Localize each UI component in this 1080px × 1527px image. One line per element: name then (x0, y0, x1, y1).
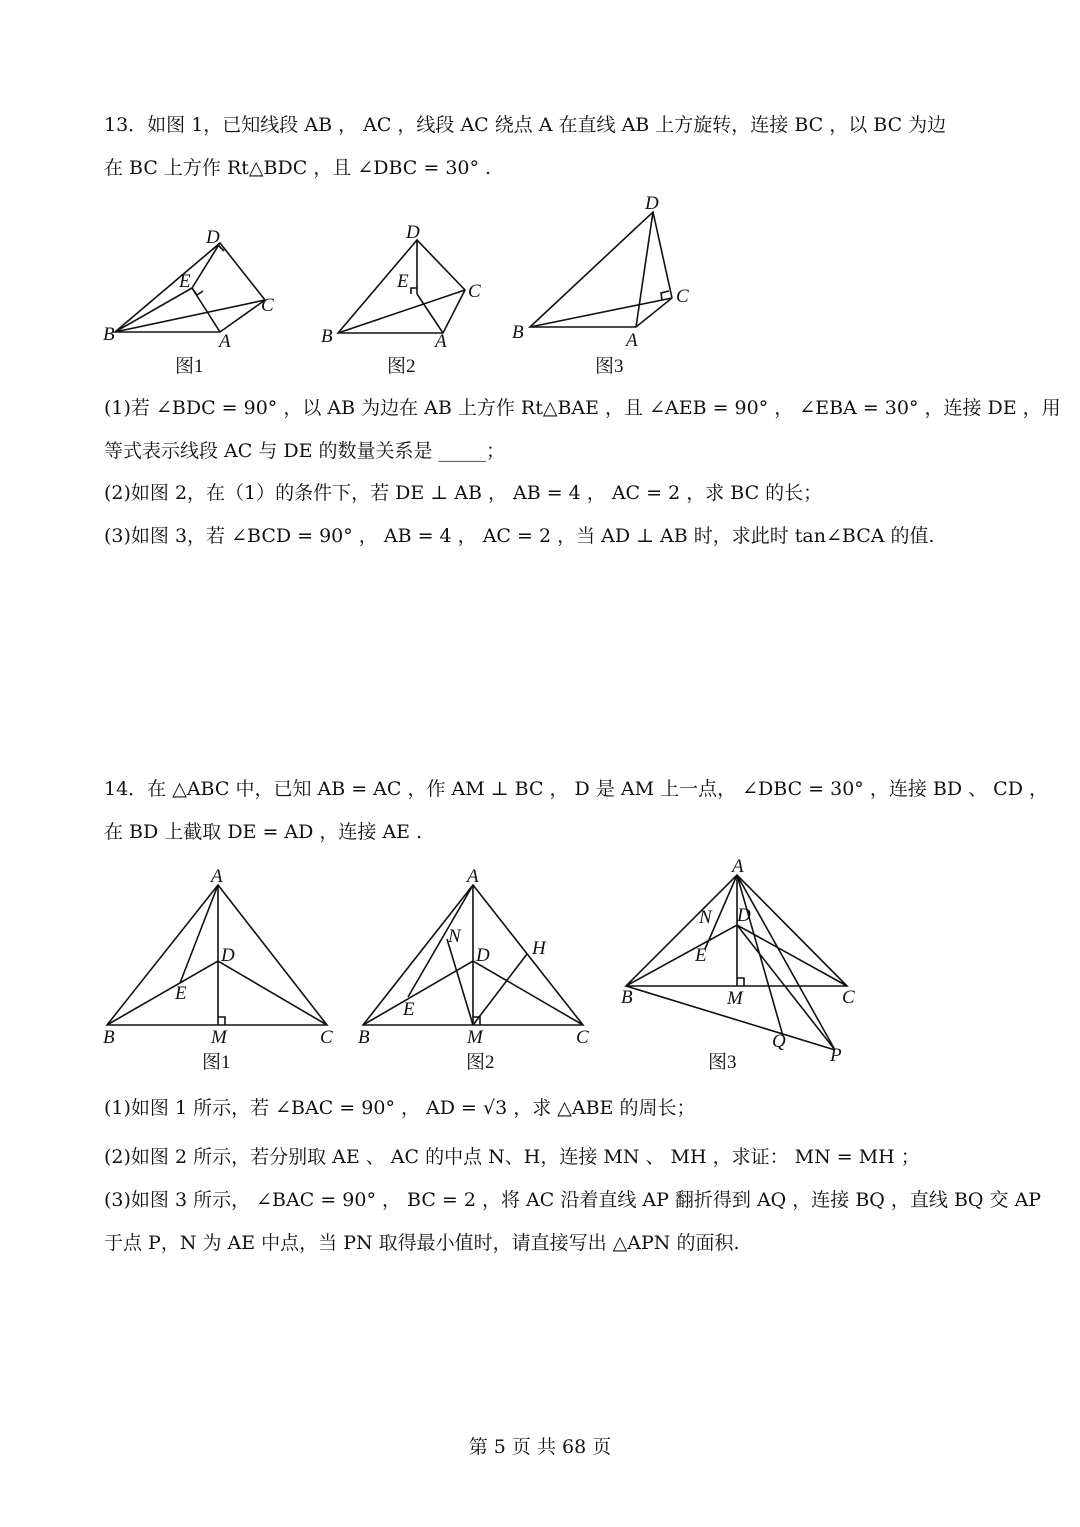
q14-fig1-label-M: M (211, 1027, 227, 1048)
q14-fig3-label-B: B (621, 987, 633, 1008)
q13-fig1-caption: 图1 (175, 356, 204, 377)
q14-fig2-shape (363, 885, 583, 1025)
q14-fig1-label-B: B (103, 1027, 115, 1048)
q13-fig3-label-D: D (645, 193, 659, 214)
q13-fig3-shape (530, 212, 672, 327)
q13-fig2-caption: 图2 (387, 356, 416, 377)
q13-fig2-label-C: C (468, 281, 481, 302)
q14-fig2-label-E: E (403, 999, 415, 1020)
q13-fig1-rightangle-e (192, 288, 203, 295)
q13-fig1-label-B: B (103, 324, 115, 345)
q13-fig2-label-A: A (435, 331, 447, 352)
q13-fig2-label-E: E (397, 271, 409, 292)
q14-fig3-label-Q: Q (772, 1031, 786, 1052)
q14-fig1-label-A: A (211, 866, 223, 887)
q14-fig3-label-E: E (695, 945, 707, 966)
q13-part3: (3)如图 3，若 ∠BCD = 90° ， AB = 4 ， AC = 2 ，当 AD ⊥ AB 时，求此时 tan∠BCA 的值. (104, 525, 935, 547)
q14-fig2-label-A: A (467, 866, 479, 887)
q13-part1-line1: (1)若 ∠BDC = 90° ，以 AB 为边在 AB 上方作 Rt△BAE ，且 ∠AEB = 90° ， ∠EBA = 30° ，连接 DE ，用 (104, 397, 1061, 419)
q14-fig2-label-C: C (576, 1027, 589, 1048)
q14-part1: (1)如图 1 所示，若 ∠BAC = 90° ， AD = √3 ，求 △ABE 的周长； (104, 1097, 696, 1119)
q13-fig2-label-D: D (406, 222, 420, 243)
q14-fig2-label-M: M (467, 1027, 483, 1048)
q14-part2: (2)如图 2 所示，若分别取 AE 、 AC 的中点 N、H，连接 MN 、 MH ，求证： MN = MH ； (104, 1146, 920, 1168)
q14-part3-line2: 于点 P，N 为 AE 中点，当 PN 取得最小值时，请直接写出 △APN 的面积. (104, 1232, 740, 1254)
q14-fig3-rightangle (737, 978, 744, 986)
q14-fig1-label-C: C (320, 1027, 333, 1048)
q14-fig3-label-D: D (737, 905, 751, 926)
q13-fig3-label-C: C (676, 286, 689, 307)
q14-fig1-rightangle (218, 1017, 225, 1025)
q14-part3-line1: (3)如图 3 所示， ∠BAC = 90° ， BC = 2 ，将 AC 沿着直线 AP 翻折得到 AQ ，连接 BQ ，直线 BQ 交 AP (104, 1189, 1042, 1211)
q13-part1-line2: 等式表示线段 AC 与 DE 的数量关系是 _____； (104, 440, 506, 462)
q14-fig3-label-M: M (727, 988, 743, 1009)
q14-fig1-caption: 图1 (202, 1052, 231, 1073)
q14-fig2-label-N: N (448, 926, 461, 947)
q13-figures (95, 190, 715, 390)
q14-fig3-caption: 图3 (708, 1052, 737, 1073)
q13-fig2-label-B: B (321, 326, 333, 347)
q14-fig2-label-B: B (358, 1027, 370, 1048)
q14-fig2-label-D: D (476, 945, 490, 966)
q13-fig3-caption: 图3 (595, 356, 624, 377)
page-footer: 第 5 页 共 68 页 (468, 1436, 612, 1458)
q14-fig3-label-C: C (842, 987, 855, 1008)
q13-fig1-label-A: A (219, 331, 231, 352)
q13-fig1-label-C: C (261, 295, 274, 316)
q13-fig2-rightangle (411, 288, 417, 294)
q14-fig3-label-N: N (699, 907, 712, 928)
q14-figures (95, 855, 895, 1075)
q14-line2: 在 BD 上截取 DE = AD ，连接 AE . (104, 821, 423, 843)
q13-fig1-label-D: D (206, 227, 220, 248)
q14-fig1-label-E: E (175, 983, 187, 1004)
q14-fig1-label-D: D (221, 945, 235, 966)
q14-fig3-label-P: P (830, 1045, 842, 1066)
q13-fig1-label-E: E (179, 271, 191, 292)
q13-part2: (2)如图 2，在（1）的条件下，若 DE ⊥ AB ， AB = 4 ， AC = 2 ，求 BC 的长； (104, 482, 823, 504)
q14-line1: 14．在 △ABC 中，已知 AB = AC ，作 AM ⊥ BC ， D 是 AM 上一点， ∠DBC = 30° ，连接 BD 、 CD ， (104, 778, 1048, 800)
q14-fig1-shape (107, 885, 327, 1025)
q13-line1: 13．如图 1，已知线段 AB ， AC ，线段 AC 绕点 A 在直线 AB 上方旋转，连接 BC ，以 BC 为边 (104, 114, 947, 136)
q13-line2: 在 BC 上方作 Rt△BDC ，且 ∠DBC = 30° . (104, 157, 492, 179)
q14-fig2-label-H: H (532, 938, 546, 959)
q13-fig3-label-A: A (626, 330, 638, 351)
q13-fig3-label-B: B (512, 322, 524, 343)
q14-fig2-caption: 图2 (466, 1052, 495, 1073)
q14-fig3-label-A: A (732, 856, 744, 877)
q14-fig3-shape (626, 875, 847, 1050)
